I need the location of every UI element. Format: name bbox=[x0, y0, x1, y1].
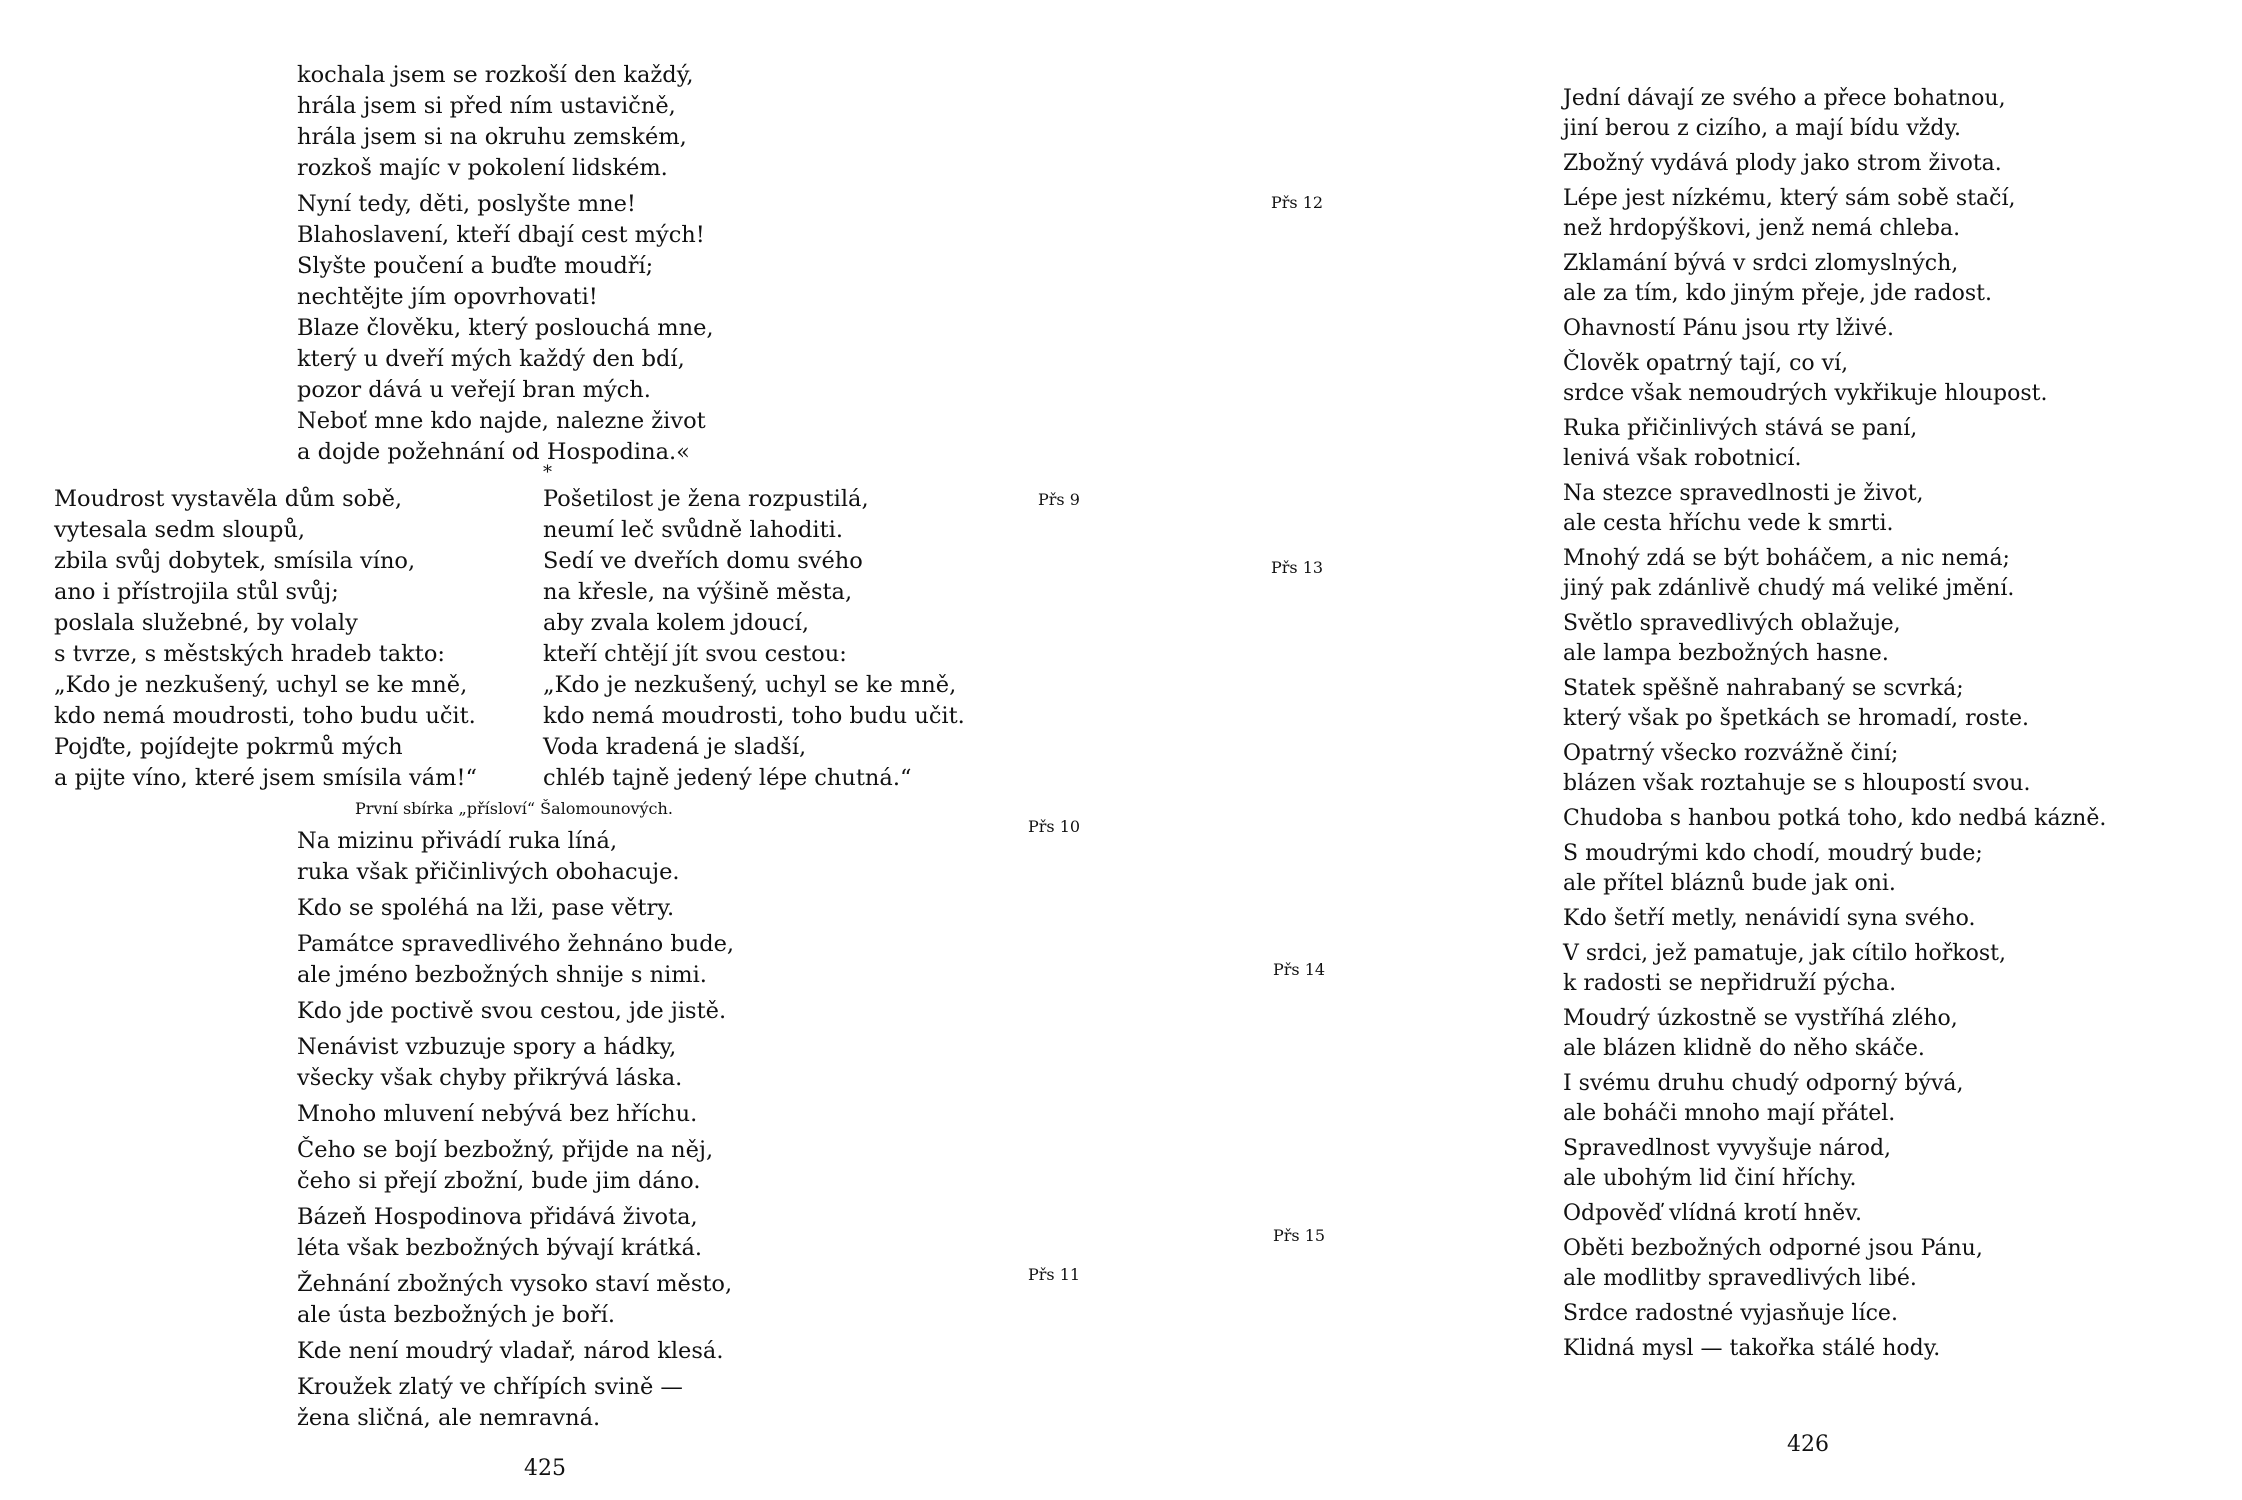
text-line: ruka však přičinlivých obohacuje. bbox=[297, 859, 680, 885]
margin-reference-prs-12: Přs 12 bbox=[1271, 193, 1324, 212]
verse-paragraph bbox=[297, 1099, 734, 1130]
text-line: Lépe jest nízkému, který sám sobě stačí, bbox=[1563, 186, 2016, 211]
verse-paragraph bbox=[297, 1336, 734, 1367]
text-line: Moudrost vystavěla dům sobě, bbox=[54, 486, 403, 512]
text-line: Voda kradená je sladší, bbox=[543, 734, 807, 760]
text-line: Kde není moudrý vladař, národ klesá. bbox=[297, 1338, 724, 1364]
text-line: Nenávist vzbuzuje spory a hádky, bbox=[297, 1034, 677, 1060]
text-line: Světlo spravedlivých oblažuje, bbox=[1563, 611, 1901, 636]
margin-reference-prs-9: Přs 9 bbox=[1038, 490, 1080, 509]
verse-paragraph bbox=[297, 1135, 734, 1197]
text-line: ano i přístrojila stůl svůj; bbox=[54, 579, 339, 605]
text-line: Klidná mysl — takořka stálé hody. bbox=[1563, 1336, 1941, 1361]
verse-paragraph bbox=[1563, 1069, 2106, 1129]
verse-paragraph bbox=[1563, 804, 2106, 834]
text-line: na křesle, na výšině města, bbox=[543, 579, 853, 605]
margin-reference-prs-14: Přs 14 bbox=[1273, 960, 1326, 979]
verse-paragraph bbox=[297, 826, 734, 888]
text-line: který však po špetkách se hromadí, roste. bbox=[1563, 706, 2029, 731]
text-line: Oběti bezbožných odporné jsou Pánu, bbox=[1563, 1236, 1983, 1261]
text-line: nechtějte jím opovrhovati! bbox=[297, 284, 598, 310]
text-line: Spravedlnost vyvyšuje národ, bbox=[1563, 1136, 1892, 1161]
text-line: Srdce radostné vyjasňuje líce. bbox=[1563, 1301, 1898, 1326]
text-line: srdce však nemoudrých vykřikuje hloupost. bbox=[1563, 381, 2048, 406]
text-line: léta však bezbožných bývají krátká. bbox=[297, 1235, 703, 1261]
verse-paragraph bbox=[1563, 414, 2106, 474]
verse-paragraph bbox=[1563, 84, 2106, 144]
text-line: Odpověď vlídná krotí hněv. bbox=[1563, 1201, 1862, 1226]
text-line: Zbožný vydává plody jako strom života. bbox=[1563, 151, 2002, 176]
verse-paragraph bbox=[297, 1032, 734, 1094]
text-line: Kdo šetří metly, nenávidí syna svého. bbox=[1563, 906, 1976, 931]
verse-paragraph bbox=[1563, 544, 2106, 604]
text-line: a pijte víno, které jsem smísila vám!“ bbox=[54, 765, 478, 791]
verse-paragraph bbox=[1563, 1299, 2106, 1329]
text-line: Člověk opatrný tají, co ví, bbox=[1563, 351, 1849, 376]
text-line: kdo nemá moudrosti, toho budu učit. bbox=[54, 703, 476, 729]
text-line: kteří chtějí jít svou cestou: bbox=[543, 641, 847, 667]
margin-reference-prs-13: Přs 13 bbox=[1271, 558, 1324, 577]
text-line: ale modlitby spravedlivých libé. bbox=[1563, 1266, 1917, 1291]
text-line: lenivá však robotnicí. bbox=[1563, 446, 1802, 471]
text-line: Opatrný všecko rozvážně činí; bbox=[1563, 741, 1899, 766]
text-line: s tvrze, s městských hradeb takto: bbox=[54, 641, 445, 667]
wisdom-column bbox=[54, 484, 477, 794]
text-line: čeho si přejí zbožní, bude jim dáno. bbox=[297, 1168, 701, 1194]
text-line: Pojďte, pojídejte pokrmů mých bbox=[54, 734, 403, 760]
text-line: ale ústa bezbožných je boří. bbox=[297, 1302, 616, 1328]
verse-paragraph bbox=[297, 1372, 734, 1434]
text-line: zbila svůj dobytek, smísila víno, bbox=[54, 548, 416, 574]
text-line: ale přítel bláznů bude jak oni. bbox=[1563, 871, 1896, 896]
verse-paragraph bbox=[297, 1202, 734, 1264]
text-line: Neboť mne kdo najde, nalezne život bbox=[297, 408, 706, 434]
margin-reference-prs-15: Přs 15 bbox=[1273, 1226, 1326, 1245]
text-line: ale ubohým lid činí hříchy. bbox=[1563, 1166, 1857, 1191]
text-line: S moudrými kdo chodí, moudrý bude; bbox=[1563, 841, 1983, 866]
text-line: jiný pak zdánlivě chudý má veliké jmění. bbox=[1563, 576, 2015, 601]
verse-paragraph bbox=[1563, 1334, 2106, 1364]
text-line: Statek spěšně nahrabaný se scvrká; bbox=[1563, 676, 1964, 701]
text-line: Moudrý úzkostně se vystříhá zlého, bbox=[1563, 1006, 1958, 1031]
section-caption: První sbírka „přísloví“ Šalomounových. bbox=[355, 799, 673, 818]
verse-paragraph bbox=[297, 1269, 734, 1331]
margin-reference-prs-11: Přs 11 bbox=[1028, 1265, 1081, 1284]
text-line: Blahoslavení, kteří dbají cest mých! bbox=[297, 222, 705, 248]
verse-paragraph bbox=[1563, 349, 2106, 409]
text-line: Na mizinu přivádí ruka líná, bbox=[297, 828, 618, 854]
verse-paragraph bbox=[297, 189, 714, 468]
text-line: kdo nemá moudrosti, toho budu učit. bbox=[543, 703, 965, 729]
text-line: než hrdopýškovi, jenž nemá chleba. bbox=[1563, 216, 1961, 241]
verse-paragraph bbox=[1563, 739, 2106, 799]
right-block bbox=[1563, 84, 2106, 1369]
text-line: „Kdo je nezkušený, uchyl se ke mně, bbox=[543, 672, 957, 698]
text-line: aby zvala kolem jdoucí, bbox=[543, 610, 809, 636]
text-line: který u dveří mých každý den bdí, bbox=[297, 346, 685, 372]
text-line: hrála jsem si na okruhu zemském, bbox=[297, 124, 687, 150]
text-line: Chudoba s hanbou potká toho, kdo nedbá kázně. bbox=[1563, 806, 2107, 831]
text-line: Jední dávají ze svého a přece bohatnou, bbox=[1563, 86, 2006, 111]
margin-reference-prs-10: Přs 10 bbox=[1028, 817, 1081, 836]
section-asterisk: * bbox=[543, 462, 552, 483]
verse-paragraph bbox=[1563, 249, 2106, 309]
text-line: „Kdo je nezkušený, uchyl se ke mně, bbox=[54, 672, 468, 698]
text-line: V srdci, jež pamatuje, jak cítilo hořkost, bbox=[1563, 941, 2006, 966]
left-page-number: 425 bbox=[524, 1456, 566, 1481]
text-line: ale blázen klidně do něho skáče. bbox=[1563, 1036, 1925, 1061]
text-line: blázen však roztahuje se s hloupostí svou. bbox=[1563, 771, 2031, 796]
text-line: Pošetilost je žena rozpustilá, bbox=[543, 486, 869, 512]
verse-paragraph bbox=[1563, 314, 2106, 344]
text-line: žena sličná, ale nemravná. bbox=[297, 1405, 601, 1431]
text-line: hrála jsem si před ním ustavičně, bbox=[297, 93, 676, 119]
verse-paragraph bbox=[1563, 1234, 2106, 1294]
text-line: Žehnání zbožných vysoko staví město, bbox=[297, 1271, 733, 1297]
text-line: Kdo jde poctivě svou cestou, jde jistě. bbox=[297, 998, 727, 1024]
text-line: vytesala sedm sloupů, bbox=[54, 517, 306, 543]
text-line: Bázeň Hospodinova přidává života, bbox=[297, 1204, 698, 1230]
text-line: Zklamání bývá v srdci zlomyslných, bbox=[1563, 251, 1959, 276]
verse-paragraph bbox=[1563, 1004, 2106, 1064]
text-line: Ohavností Pánu jsou rty lživé. bbox=[1563, 316, 1894, 341]
text-line: ale jméno bezbožných shnije s nimi. bbox=[297, 962, 707, 988]
text-line: ale za tím, kdo jiným přeje, jde radost. bbox=[1563, 281, 1992, 306]
text-line: Nyní tedy, děti, poslyšte mne! bbox=[297, 191, 636, 217]
text-line: ale boháči mnoho mají přátel. bbox=[1563, 1101, 1896, 1126]
text-line: ale cesta hříchu vede k smrti. bbox=[1563, 511, 1894, 536]
folly-column bbox=[543, 484, 965, 794]
verse-paragraph bbox=[297, 60, 714, 184]
verse-paragraph bbox=[1563, 149, 2106, 179]
text-line: Na stezce spravedlnosti je život, bbox=[1563, 481, 1924, 506]
verse-paragraph bbox=[297, 929, 734, 991]
text-line: kochala jsem se rozkoší den každý, bbox=[297, 62, 694, 88]
text-line: poslala služebné, by volaly bbox=[54, 610, 358, 636]
verse-paragraph bbox=[1563, 1199, 2106, 1229]
text-line: rozkoš majíc v pokolení lidském. bbox=[297, 155, 668, 181]
text-line: Ruka přičinlivých stává se paní, bbox=[1563, 416, 1918, 441]
text-line: I svému druhu chudý odporný bývá, bbox=[1563, 1071, 1964, 1096]
verse-paragraph bbox=[297, 893, 734, 924]
text-line: Slyšte poučení a buďte moudří; bbox=[297, 253, 654, 279]
text-line: všecky však chyby přikrývá láska. bbox=[297, 1065, 683, 1091]
verse-paragraph bbox=[1563, 839, 2106, 899]
right-page-number: 426 bbox=[1787, 1432, 1829, 1457]
text-line: Kdo se spoléhá na lži, pase větry. bbox=[297, 895, 675, 921]
text-line: chléb tajně jedený lépe chutná.“ bbox=[543, 765, 912, 791]
text-line: Památce spravedlivého žehnáno bude, bbox=[297, 931, 735, 957]
text-line: k radosti se nepřidruží pýcha. bbox=[1563, 971, 1897, 996]
text-line: Čeho se bojí bezbožný, přijde na něj, bbox=[297, 1137, 714, 1163]
left-top-block bbox=[297, 60, 714, 473]
verse-paragraph bbox=[1563, 674, 2106, 734]
verse-paragraph bbox=[1563, 1134, 2106, 1194]
text-line: ale lampa bezbožných hasne. bbox=[1563, 641, 1889, 666]
verse-paragraph bbox=[297, 996, 734, 1027]
verse-paragraph bbox=[1563, 609, 2106, 669]
verse-paragraph bbox=[1563, 904, 2106, 934]
verse-paragraph bbox=[1563, 939, 2106, 999]
text-line: Blaze člověku, který poslouchá mne, bbox=[297, 315, 714, 341]
verse-paragraph bbox=[1563, 184, 2106, 244]
text-line: a dojde požehnání od Hospodina.« bbox=[297, 439, 690, 465]
text-line: Mnohý zdá se být boháčem, a nic nemá; bbox=[1563, 546, 2010, 571]
left-bottom-block bbox=[297, 826, 734, 1439]
text-line: Sedí ve dveřích domu svého bbox=[543, 548, 863, 574]
text-line: neumí leč svůdně lahoditi. bbox=[543, 517, 843, 543]
text-line: Mnoho mluvení nebývá bez hříchu. bbox=[297, 1101, 698, 1127]
text-line: jiní berou z cizího, a mají bídu vždy. bbox=[1563, 116, 1961, 141]
verse-paragraph bbox=[1563, 479, 2106, 539]
text-line: Kroužek zlatý ve chřípích svině — bbox=[297, 1374, 683, 1400]
text-line: pozor dává u veřejí bran mých. bbox=[297, 377, 651, 403]
